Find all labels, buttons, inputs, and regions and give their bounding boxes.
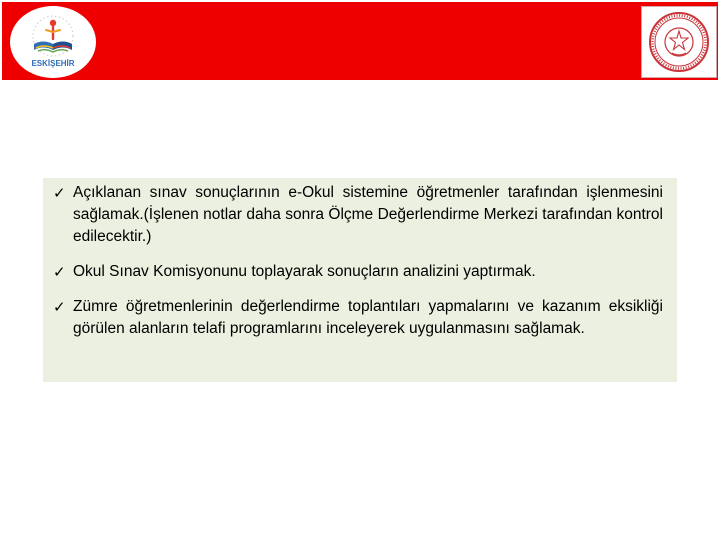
education-book-logo-icon	[10, 6, 96, 78]
meb-seal-icon	[648, 11, 710, 73]
checkmark-icon: ✓	[53, 263, 66, 281]
meb-seal	[641, 6, 717, 78]
checklist-item-text: Açıklanan sınav sonuçlarının e-Okul sistemine öğretmenler tarafından işlenmesini sağlamak.(İşlenen notlar daha sonra Ölçme Değerlendirme Merkezi tarafından kontrol edilecektir.)	[73, 184, 663, 245]
checklist-item	[43, 296, 677, 340]
eskisehir-logo	[10, 6, 96, 78]
checklist-item	[43, 261, 677, 283]
checklist-item	[43, 182, 677, 248]
checklist-panel	[43, 178, 677, 382]
header-bar	[2, 2, 718, 80]
checklist-item-text: Okul Sınav Komisyonunu toplayarak sonuçların analizini yaptırmak.	[73, 263, 536, 280]
checklist-item-text: Zümre öğretmenlerinin değerlendirme toplantıları yapmalarını ve kazanım eksikliği görülen alanların telafi programlarını inceleyerek uygulanmasını sağlamak.	[73, 298, 663, 337]
checkmark-icon: ✓	[53, 184, 66, 202]
eskisehir-logo-text: ESKİŞEHİR	[31, 59, 75, 68]
checkmark-icon: ✓	[53, 298, 66, 316]
